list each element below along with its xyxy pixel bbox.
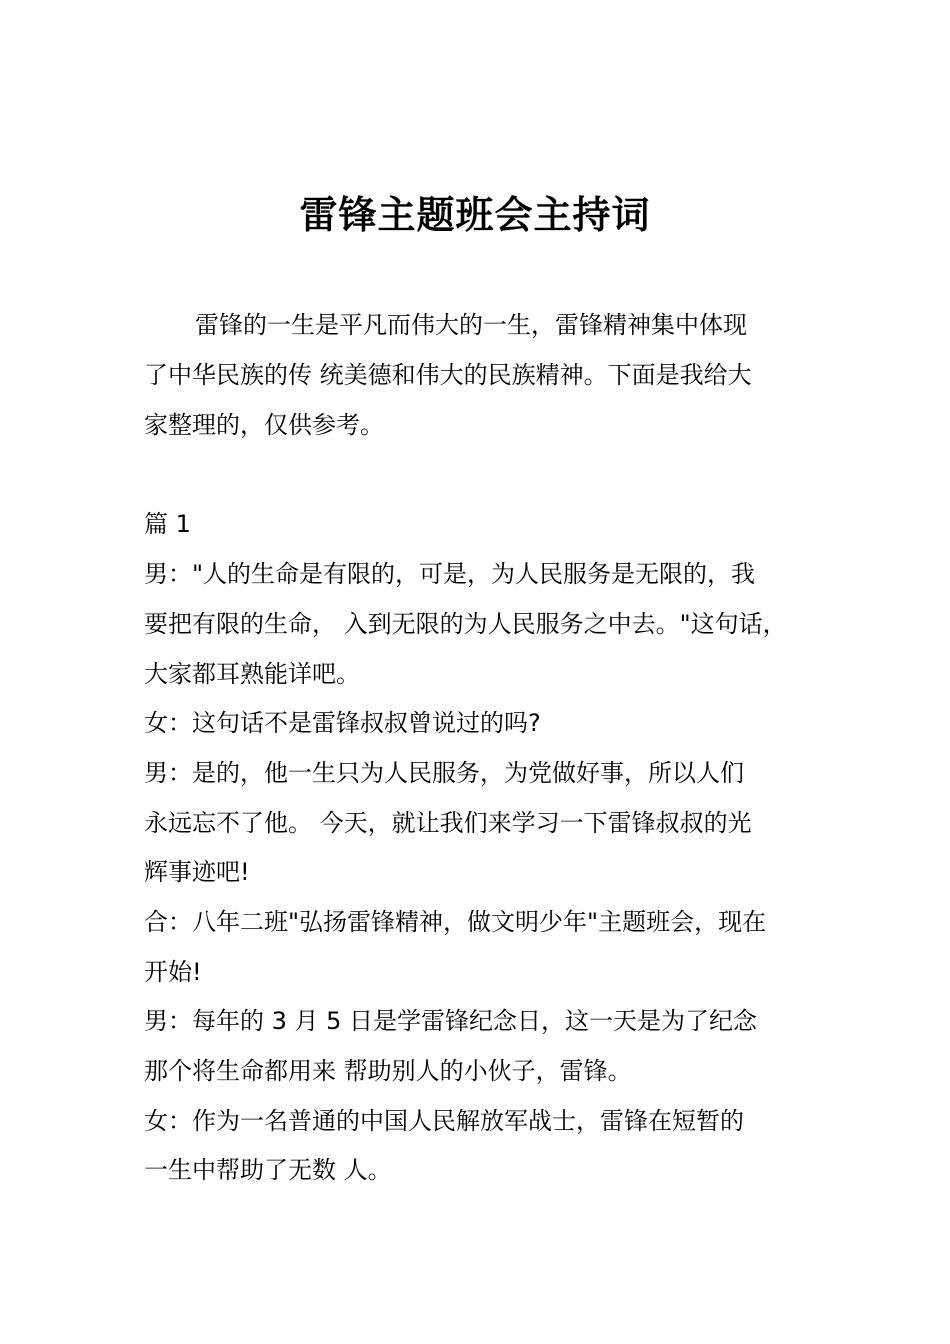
body-line-10: 男：每年的 3 月 5 日是学雷锋纪念日，这一天是为了纪念 bbox=[144, 1007, 758, 1035]
body-line-1: 男："人的生命是有限的，可是，为人民服务是无限的，我 bbox=[144, 560, 756, 588]
body-line-12: 女：作为一名普通的中国人民解放军战士，雷锋在短暂的 bbox=[144, 1107, 744, 1135]
body-line-4: 女：这句话不是雷锋叔叔曾说过的吗? bbox=[144, 709, 541, 737]
body-line-5: 男：是的，他一生只为人民服务，为党做好事，所以人们 bbox=[144, 759, 744, 787]
body-line-3: 大家都耳熟能详吧。 bbox=[144, 660, 360, 688]
body-line-7: 辉事迹吧! bbox=[144, 858, 250, 886]
body-line-8: 合：八年二班"弘扬雷锋精神，做文明少年"主题班会，现在 bbox=[144, 908, 767, 936]
body-line-9: 开始! bbox=[144, 958, 202, 986]
intro-line-3: 家整理的，仅供参考。 bbox=[144, 411, 384, 439]
intro-line-2: 了中华民族的传 统美德和伟大的民族精神。下面是我给大 bbox=[144, 361, 752, 389]
section-heading: 篇 1 bbox=[144, 510, 191, 538]
body-line-11: 那个将生命都用来 帮助别人的小伙子，雷锋。 bbox=[144, 1057, 632, 1085]
document-title: 雷锋主题班会主持词 bbox=[299, 193, 651, 237]
body-line-6: 永远忘不了他。 今天，就让我们来学习一下雷锋叔叔的光 bbox=[144, 809, 752, 837]
intro-line-1: 雷锋的一生是平凡而伟大的一生，雷锋精神集中体现 bbox=[195, 311, 747, 339]
body-line-2: 要把有限的生命， 入到无限的为人民服务之中去。"这句话， bbox=[144, 610, 787, 638]
body-line-13: 一生中帮助了无数 人。 bbox=[144, 1156, 392, 1184]
